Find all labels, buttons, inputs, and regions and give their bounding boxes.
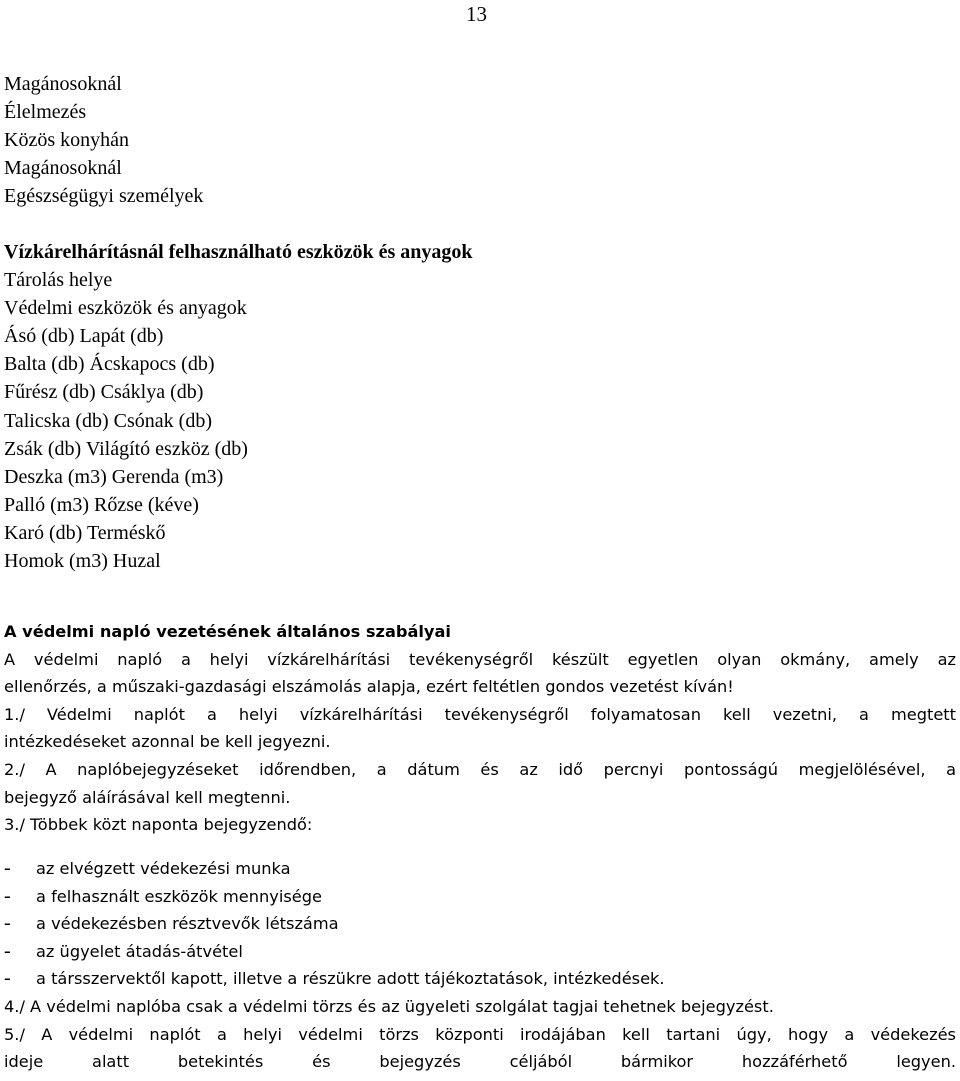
rule-item-5-cont: ideje alatt betekintés és bejegyzés céljából bármikor hozzáférhető legyen.: [4, 1052, 956, 1072]
rule-item-3: 3./ Többek közt naponta bejegyzendő:: [4, 815, 313, 835]
tools-line: Palló (m3) Rőzse (kéve): [4, 493, 199, 516]
rules-paragraph: A védelmi napló a helyi vízkárelhárítási tevékenységről készült egyetlen olyan okmány, amely az: [4, 649, 956, 669]
list-item-text: a védekezésben résztvevők létszáma: [36, 914, 339, 934]
list-item-text: az elvégzett védekezési munka: [36, 859, 291, 878]
tools-line: Deszka (m3) Gerenda (m3): [4, 465, 224, 488]
rule-item-2: 2./ A naplóbejegyzéseket időrendben, a dátum és az idő percnyi pontosságú megjelölésével, a: [4, 759, 956, 779]
rule-item-2-cont: bejegyző aláírásával kell megtenni.: [4, 787, 291, 807]
dash-bullet: -: [4, 884, 11, 907]
tools-line: Védelmi eszközök és anyagok: [4, 297, 247, 320]
dash-bullet: -: [4, 939, 11, 962]
list-item: [4, 855, 956, 883]
dash-bullet: -: [4, 912, 11, 935]
list-item-text: az ügyelet átadás-átvétel: [36, 941, 243, 961]
list-line: Élelmezés: [4, 101, 87, 124]
dash-bullet: -: [4, 967, 11, 990]
tools-line: Fűrész (db) Csáklya (db): [4, 381, 204, 404]
page-number: 13: [466, 2, 487, 26]
rules-heading: A védelmi napló vezetésének általános szabályai: [4, 622, 451, 641]
list-item: [4, 883, 956, 911]
rule-item-1: 1./ Védelmi naplót a helyi vízkárelhárítási tevékenységről folyamatosan kell vezetni, a megtett: [4, 704, 956, 724]
tools-heading: Vízkárelhárításnál felhasználható eszközök és anyagok: [4, 241, 473, 263]
list-line: Magánosoknál: [4, 157, 122, 180]
list-item-text: a felhasznált eszközök mennyisége: [36, 886, 322, 906]
list-line: Közös konyhán: [4, 129, 129, 152]
daily-entries-list: [4, 855, 956, 1076]
rules-paragraph: ellenőrzés, a műszaki-gazdasági elszámolás alapja, ezért feltétlen gondos vezetést kíván!: [4, 677, 734, 697]
rule-item-4: 4./ A védelmi naplóba csak a védelmi törzs és az ügyeleti szolgálat tagjai tehetnek bejegyzést.: [4, 996, 774, 1016]
rule-item-1-cont: intézkedéseket azonnal be kell jegyezni.: [4, 732, 331, 752]
tools-line: Karó (db) Terméskő: [4, 521, 166, 544]
tools-line: Balta (db) Ácskapocs (db): [4, 353, 215, 376]
list-item-text: a társszervektől kapott, illetve a részükre adott tájékoztatások, intézkedések.: [36, 969, 665, 989]
rule-item-5: 5./ A védelmi naplót a helyi védelmi törzs központi irodájában kell tartani úgy, hogy a védekezés: [4, 1024, 956, 1044]
rules-section: [4, 618, 956, 839]
personnel-list: [4, 70, 956, 210]
tools-line: Talicska (db) Csónak (db): [4, 409, 212, 432]
list-line: Magánosoknál: [4, 73, 122, 95]
list-item: [4, 938, 956, 966]
list-line: Egészségügyi személyek: [4, 185, 204, 208]
tools-line: Homok (m3) Huzal: [4, 550, 161, 573]
list-item: [4, 965, 956, 993]
tools-section: [4, 238, 956, 575]
tools-line: Tárolás helye: [4, 269, 113, 292]
list-item: [4, 910, 956, 938]
tools-line: Zsák (db) Világító eszköz (db): [4, 437, 248, 460]
tools-line: Ásó (db) Lapát (db): [4, 325, 164, 348]
dash-bullet: -: [4, 857, 11, 879]
